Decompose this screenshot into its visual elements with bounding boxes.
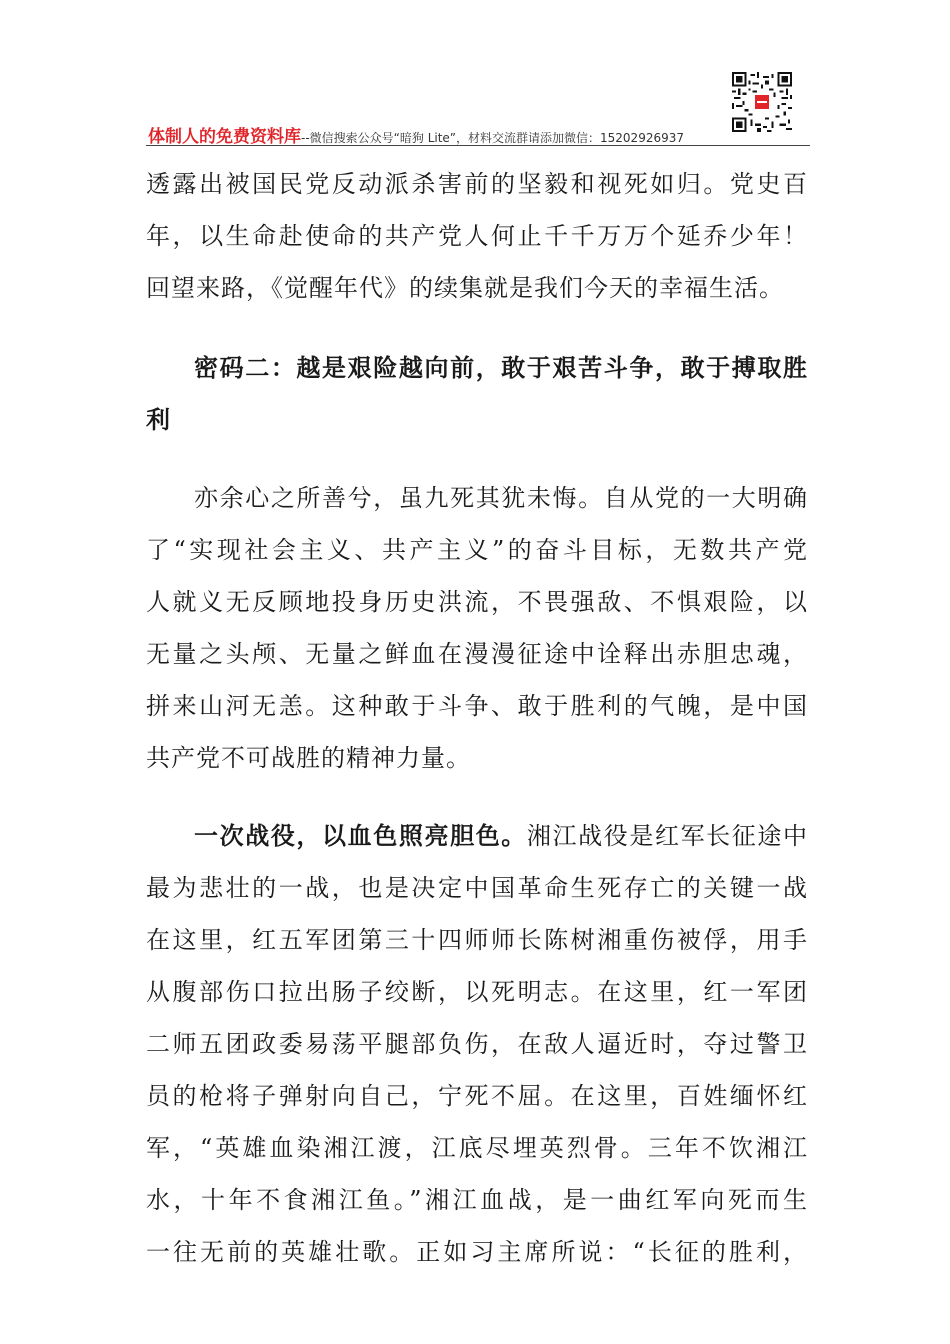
- paragraph-line: 军，“英雄血染湘江渡，江底尽埋英烈骨。三年不饮湘江: [146, 1134, 808, 1162]
- paragraph-line: 一往无前的英雄壮歌。正如习主席所说：“长征的胜利，: [146, 1238, 808, 1266]
- paragraph-line: [146, 810, 808, 862]
- paragraph-line: 员的枪将子弹射向自己，宁死不屈。在这里，百姓缅怀红: [146, 1082, 808, 1110]
- header-brand: 体制人的免费资料库: [148, 127, 301, 147]
- paragraph-line: 二师五团政委易荡平腿部负伤，在敌人逼近时，夺过警卫: [146, 1030, 808, 1058]
- paragraph-line: 人就义无反顾地投身历史洪流，不畏强敌、不惧艰险，以: [146, 588, 808, 616]
- document-body: [146, 158, 808, 1278]
- paragraph-line: 最为悲壮的一战，也是决定中国革命生死存亡的关键一战: [146, 874, 808, 902]
- paragraph-line: 拼来山河无恙。这种敢于斗争、敢于胜利的气魄，是中国: [146, 692, 808, 720]
- paragraph-line: 从腹部伤口拉出肠子绞断，以死明志。在这里，红一军团: [146, 978, 808, 1006]
- paragraph-line: 共产党不可战胜的精神力量。: [146, 744, 471, 772]
- qr-code-icon: [732, 72, 792, 132]
- paragraph-text: 湘江战役是红军长征途中: [526, 822, 809, 850]
- section-heading-cont: 利: [146, 405, 171, 434]
- header-divider: [146, 145, 810, 146]
- paragraph-line: 了“实现社会主义、共产主义”的奋斗目标，无数共产党: [146, 536, 808, 564]
- paragraph-line: 在这里，红五军团第三十四师师长陈树湘重伤被俘，用手: [146, 926, 808, 954]
- paragraph-line: 亦余心之所善兮，虽九死其犹未悔。自从党的一大明确: [194, 484, 808, 512]
- paragraph-line: 回望来路，《觉醒年代》的续集就是我们今天的幸福生活。: [146, 274, 784, 302]
- page-header: [148, 122, 684, 147]
- paragraph-line: 透露出被国民党反动派杀害前的坚毅和视死如归。党史百: [146, 170, 808, 198]
- paragraph-line: 无量之头颅、无量之鲜血在漫漫征途中诠释出赤胆忠魂，: [146, 640, 808, 668]
- paragraph-line: 年，以生命赴使命的共产党人何止千千万万个延乔少年！: [146, 222, 808, 250]
- section-heading: 密码二：越是艰险越向前，敢于艰苦斗争，敢于搏取胜: [194, 353, 808, 382]
- paragraph-bold-lead: 一次战役，以血色照亮胆色。: [194, 821, 527, 850]
- header-tagline: --微信搜索公众号“暗狗 Lite”，材料交流群请添加微信：15202926937: [301, 131, 684, 145]
- paragraph-line: 水，十年不食湘江鱼。”湘江血战，是一曲红军向死而生: [146, 1186, 808, 1214]
